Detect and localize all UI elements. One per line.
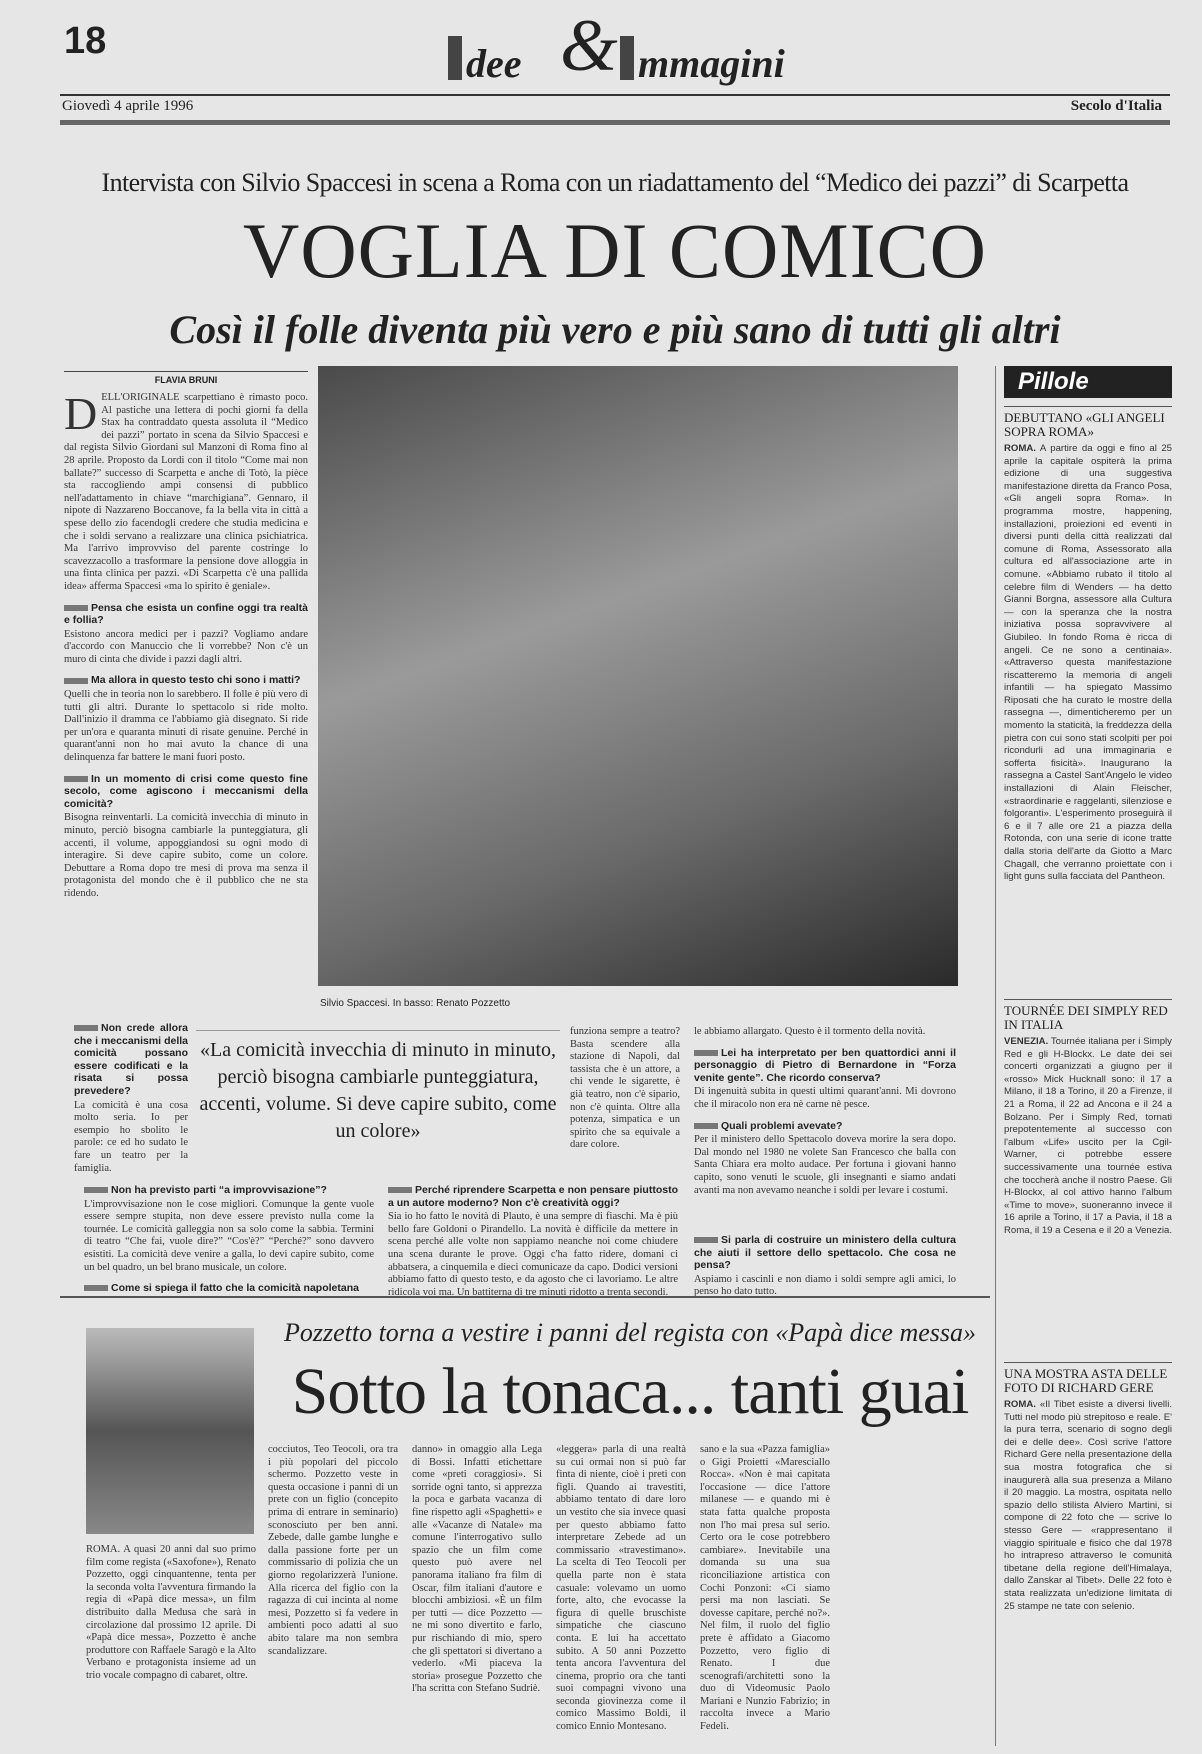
drop-cap: D [64, 388, 98, 439]
answer: Esistono ancora medici per i pazzi? Vogliamo andare d'accordo con Manuccio che li vorrebbe? Non c'è un muro di cinta che divide i pazzi dagli altri. [64, 628, 308, 665]
photo-renato-pozzetto [86, 1328, 254, 1534]
photo-caption: Silvio Spaccesi. In basso: Renato Pozzetto [320, 998, 511, 1009]
masthead-ampersand: & [560, 5, 618, 87]
sidebar-pillole [1004, 366, 1172, 1699]
question: Perché riprendere Scarpetta e non pensare piuttosto a un autore moderno? Non c'è creatività oggi? [388, 1184, 678, 1209]
article2-column-4: «leggera» parla di una realtà su cui ormai non si può far finta di niente, cioè i preti con figli. Quando ai travestiti, abbiamo tentato di dare loro un vestito che sia invece quasi per questo abbiamo fatto interpretare Zebede ad un commissario «travestimano». La scelta di Teo Teocoli per quella parte non è stata casuale: volevamo un uomo forte, alto, che evocasse la figura di quelle bruschiste simpatiche che ciascuno conta. E lui ha accettato subito. A 50 anni Pozzetto tenta ancora l'avventura del cinema, proprio ora che tanti suoi compagni vivono una seconda giovinezza come il comico Massimo Boldi, il comico Ennio Montesano. [556, 1444, 686, 1733]
article-headline: VOGLIA DI COMICO [243, 207, 987, 294]
article-column-5 [84, 1176, 374, 1294]
question: In un momento di crisi come questo fine secolo, come agiscono i meccanismi della comicità? [64, 772, 308, 810]
issue-date: Giovedì 4 aprile 1996 [62, 98, 194, 114]
answer: La comicità è una cosa molto seria. Io per esempio ho sbolito le parole: ce ed ho sudato le fare un teatro per la famiglia. [74, 1099, 188, 1174]
article-byline: FLAVIA BRUNI [64, 371, 308, 385]
masthead-word-2: mmagini [638, 41, 785, 86]
column-intro: le abbiamo allargato. Questo è il tormento della novità. [694, 1026, 926, 1037]
article-column-7 [694, 1226, 956, 1296]
answer: Bisogna reinventarli. La comicità invecchia di minuto in minuto, perciò bisogna cambiarle la punteggiatura, gli accenti, il volume, appoggiandosi su ogni modo di interagire. Si deve capire subito, come un colore. Debuttare a Roma dopo tre mesi di prova ma senza il protagonista del mondo che è il pubblico che ne sta ridendo. [64, 812, 308, 899]
answer: L'improvvisazione non le cose migliori. Comunque la gente vuole essere sempre stupita, non deve essere previsto nulla come la tournée. Le comicità galleggia non sa solo come la sabbia. Termini di teatro “Che fai, vuole dire?” “Cos'è?” “Perché?” sono davvero esistiti. La comicità deve venire a galla, lo devi capire subito, come un bel quadro, un bel brano musicale, un colore. [84, 1198, 374, 1273]
article-kicker: Intervista con Silvio Spaccesi in scena a Roma con un riadattamento del “Medico dei pazzi” di Scarpetta [101, 168, 1129, 197]
answer: Aspiamo i cascinli e non diamo i soldi sempre agli amici, lo penso ho dato tutto. [694, 1273, 956, 1298]
answer: Sia io ho fatto le novità di Plauto, è una sempre di fiaschi. Ma è più bello fare Goldoni o Pirandello. La novità è difficile da mettere in scena perché alle volte non sappiamo neanche noi come chiudere una scena durante le prove. Oggi c'ha fatto ridere, domani ci abbatsera, a cinquemila e dieci comunicaze da capo. Dodici versioni abbiamo fatto di questo testo, e da agosto che ci lavoriamo. Le altre ridicola voi ma. Un battiterna di tre minuti ridotto a trenta secondi. [388, 1211, 678, 1298]
question: Si parla di costruire un ministero della cultura che aiuti il settore dello spettacolo. Che cosa ne pensa? [694, 1234, 956, 1272]
photo-silvio-spaccesi [318, 366, 958, 986]
answer: Di ingenuità subita in questi ultimi quarant'anni. Mi dovrono che il miracolo non era nè carne nè pesce. [694, 1086, 956, 1110]
article2-headline: Sotto la tonaca... tanti guai [291, 1355, 969, 1428]
article-intro: ELL'ORIGINALE scarpettiano è rimasto poco. Al pastiche una lettera di pochi giorni fa della Stax ha contraddato questa assoluta il “Medico dei pazzi” portato in scena da Silvio Spaccesi e dal regista Silvio Giordani sul Manzoni di Roma fino al 28 aprile. Proposto da Lordi con il titolo “Come mai non ballate?” successo di Scarpetta e anche di Totò, la pièce sta raccogliendo ampi consensi di pubblico nell'adattamento in chiave “marchigiana”. Gennaro, il nipote di Nazzareno Boccanove, fa la bella vita in città a spese dello zio facendogli credere che studia medicina e che i soldi servano a realizzare una clinica psichiatrica. Ma l'arrivo improvviso del parente costringe lo scavezzacollo a trasformare la pensione dove alloggia in una finta clinica per pazzi. «Di Scarpetta c'è una pallida idea» afferma Spaccesi «ma lo spirito è geniale». [64, 392, 308, 592]
article-column-1b [74, 1014, 188, 1174]
sidebar-item-text: VENEZIA. Tournée italiana per i Simply Red e gli H-Blockx. Le date dei sei concerti organizzati a giugno per il «rosso» Mick Hucknall sono: il 17 a Milano, il 18 a Torino, il 20 a Firenze, il 21 a Roma, il 22 ad Ancona e il 24 a Bolzano. Per i Simply Red, tornati prepotentemente al successo con l'album «Life» uscito per la Cgil-Warner, ci potrebbe essere successivamente una tournée estiva che toccherà anche il nostro Paese. Gli H-Blockx, al col attivo hanno l'album «Time to move», suoneranno invece il 16 aprile a Torino, il 17 a Pavia, il 18 a Roma, il 19 a Cesena e il 20 a Venezia. [1004, 1036, 1172, 1236]
article2-kicker: Pozzetto torna a vestire i panni del regista con «Papà dice messa» [283, 1318, 977, 1347]
sidebar-item-place: ROMA. [1004, 1399, 1036, 1410]
section-masthead [448, 5, 808, 90]
sidebar-item-text: ROMA. A partire da oggi e fino al 25 aprile la capitale ospiterà la prima edizione di una suggestiva manifestazione diretta da Franco Posa, «Gli angeli sopra Roma». In programma mostre, happening, installazioni, proiezioni ed eventi in diversi punti della città realizzati dal comune di Roma, Assessorato alla cultura ed all'associazione arte in comune. «Abbiamo rubato il titolo al celebre film di Wenders — ha detto Gianni Borgna, assessore alla Cultura — con la speranza che la nostra iniziativa possa sopravvivere al Giubileo. In fondo Roma è ricca di angeli. Ce ne sono a centinaia». «Attraverso questa manifestazione riscatteremo la memoria di angeli infantili — ha spiegato Massimo Riposati che ha curato le mostre della rassegna —, dimenticheremo per un momento la staticità, la freddezza della pietra con cui sono stati scolpiti per poi ricondurli ad una immaginaria e sofferta fisicità». Inaugurano la rassegna a Castel Sant'Angelo le video installazioni di Alain Fleischer, «straordinarie e raggelanti, silenziose e folgoranti». L'esperimento proseguirà il 6 e il 7 alle ore 21 a piazza della Rotonda, con una serie di icone tratte dalla storia dell'arte da Giotto a Marc Chagall, che verranno proiettate con i light guns sulla facciata del Pantheon. [1004, 443, 1172, 883]
question: Pensa che esista un confine oggi tra realtà e follia? [64, 601, 308, 627]
article-column-6 [388, 1176, 678, 1298]
sidebar-item-title: DEBUTTANO «GLI ANGELI SOPRA ROMA» [1004, 406, 1172, 439]
article-column-3: funziona sempre a teatro? Basta scendere alla stazione di Napoli, dal tassista che è un attore, a chi vende le sigarette, è già teatro, non c'è sipario, non c'è quinta. Oltre alla potenza, simpatica e un spirito che sa equivale a dare colore. [570, 1026, 680, 1151]
page-number: 18 [64, 20, 107, 62]
article-subhead: Così il folle diventa più vero e più sano di tutti gli altri [169, 307, 1061, 352]
header-rule-thick [60, 120, 1170, 125]
sidebar-item-text: ROMA. «Il Tibet esiste a diversi livelli. Tutti nel modo più strepitoso e reale. E' la pura terra, scenario di sogno degli dei e delle dee». Così scrive l'attore Richard Gere nella presentazione della sua mostra fotografica che si inaugurerà alla sua presenza a Milano il 20 maggio. La mostra, ospitata nello spazio dello stilista Alviero Martini, si compone di 22 foto che — scrive lo stesso Gere — «rappresentano il viaggio spirituale e fisico che dal 1978 ho intrapreso attraverso le comunità tibetane della regione dell'Himalaya, dallo Zanskar al Tibet». Delle 22 foto è stata realizzata un'edizione limitata di 25 stampe ne tate con selenio. [1004, 1399, 1172, 1612]
sidebar-item-place: ROMA. [1004, 443, 1036, 454]
question: Quali problemi avevate? [694, 1120, 956, 1133]
question: Come si spiega il fatto che la comicità napoletana [84, 1282, 374, 1295]
question: Lei ha interpretato per ben quattordici anni il personaggio di Pietro di Bernardone in “Forza venite gente”. Che ricordo conserva? [694, 1046, 956, 1084]
article2-column-1: ROMA. A quasi 20 anni dal suo primo film come regista («Saxofone»), Renato Pozzetto, oggi cinquantenne, tenta per la seconda volta l'avventura firmando la regia di «Papà dice messa», un film distribuito dalla Medusa che sarà in circolazione dal prossimo 12 aprile. Di «Papà dice messa», Pozzetto è anche produttore con Raffaele Saragò e la Alto Verbano e protagonista insieme ad un trio vocale compagno di cabaret, oltre. [86, 1544, 256, 1681]
publication-name: Secolo d'Italia [1070, 98, 1162, 114]
masthead-word-1: dee [466, 41, 522, 86]
question: Non crede allora che i meccanismi della comicità possano essere codificati e la risata si possa prevedere? [74, 1022, 188, 1097]
masthead-bar-i2 [620, 36, 634, 80]
answer: Quelli che in teoria non lo sarebbero. Il folle è più vero di tutti gli altri. Durante lo spettacolo si ride molto. Dall'inizio il dramma ce l'abbiamo già disegnato. Si ride per un'ora e quaranta minuti di risate genuine. Perché in quarant'anni non ho mai avuto la chance di una delinquenza far battere le mani fuori posto. [64, 689, 308, 764]
article-column-1 [64, 388, 308, 1044]
article2-column-2: cocciutos, Teo Teocoli, ora tra i più popolari del piccolo schermo. Pozzetto veste in questa occasione i panni di un prete con un figlio (concepito prima di entrare in seminario) sconosciuto per ben anni. Zebede, dalle gambe lunghe e dalla passione forte per un commissario di polizia che un giorno regolarizzerà l'unione. Alla ricerca del figlio con la ragazza di cui incinta al nome mesi, Pozzetto si fa vedere in ambienti poco adatti al suo abito talare ma non sembra scandalizzare. [268, 1444, 398, 1657]
pull-quote: «La comicità invecchia di minuto in minuto, perciò bisogna cambiarle punteggiatura, accenti, volume. Si deve capire subito, come un colore» [196, 1030, 560, 1145]
sidebar-item-place: VENEZIA. [1004, 1036, 1049, 1047]
header-rule [60, 94, 1170, 96]
question: Ma allora in questo testo chi sono i matti? [64, 674, 308, 687]
sidebar-item-title: TOURNÉE DEI SIMPLY RED IN ITALIA [1004, 999, 1172, 1032]
sidebar-divider [995, 366, 996, 1746]
article2-column-5: sano e la sua «Pazza famiglia» o Gigi Proietti «Maresciallo Rocca». «Non è mai capitata l'occasione — dice l'attore milanese — e quando mi è stata fatta qualche proposta non l'ho mai presa sul serio. Certo ora le cose potrebbero cambiare». Inevitabile una domanda su una sua riconciliazione artistica con Cochi Ponzoni: «Ci siamo persi ma non lasciati. Se dovesse capitare, perché no?». Nel film, il ruolo del figlio prete è affidato a Giacomo Pozzetto, vero figlio di Renato. I due scenografi/architetti sono la duo di Videomusic Paolo Mariani e Nunzio Fabrizio; in raccolta invece a Mario Fedeli. [700, 1444, 830, 1733]
sidebar-brand: Pillole [1004, 366, 1172, 398]
answer: Per il ministero dello Spettacolo doveva morire la sera dopo. Dal mondo nel 1980 ne volete San Francesco che balla con Santa Chiara era molto audace. Per fortuna i giovani hanno capito, sono venuti le scuole, gli insegnanti e siamo andati avanti ma non avevamo neanche i soldi per levare i costumi. [694, 1134, 956, 1196]
article-divider [60, 1296, 990, 1298]
question: Non ha previsto parti “a improvvisazione”? [84, 1184, 374, 1197]
masthead-bar-i1 [448, 36, 462, 80]
article2-column-3: danno» in omaggio alla Lega di Bossi. Infatti etichettare come «preti coraggiosi». Si sorride ogni tanto, si apprezza la poca e garbata vacanza di fine rispetto agli «Spaghetti» e alle «Vacanze di Natale» ma comune l'interrogativo sullo spazio che un film come questo può avere nel panorama italiano fra film di Oscar, film italiani d'autore e blocchi ambiziosi. «È un film per tutti — dice Pozzetto — ne mi sono divertito e farlo, pur rischiando di mio, spero che gli spettatori si divertano a vederlo. «Mi piaceva la storia» prosegue Pozzetto che l'ha scritta con Stefano Sudriè. [412, 1444, 542, 1695]
sidebar-item-title: UNA MOSTRA ASTA DELLE FOTO DI RICHARD GERE [1004, 1362, 1172, 1395]
